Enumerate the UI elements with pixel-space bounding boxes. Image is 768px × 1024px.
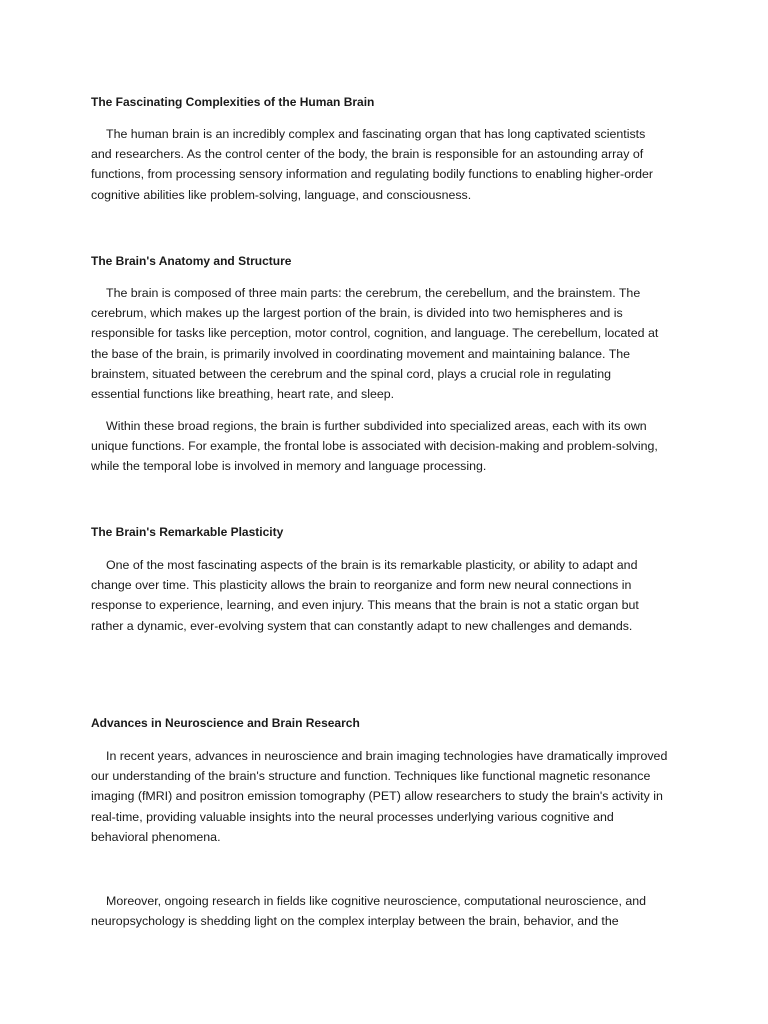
paragraph-line: In recent years, advances in neuroscience and brain imaging technologies have dramatically improved: [106, 749, 668, 763]
paragraph: [91, 891, 691, 931]
paragraph: [91, 124, 691, 205]
paragraph-line: functions, from processing sensory information and regulating bodily functions to enabling higher-order: [91, 167, 654, 182]
section-heading: Advances in Neuroscience and Brain Research: [91, 716, 360, 730]
section-heading: The Fascinating Complexities of the Human Brain: [91, 95, 375, 109]
paragraph: [91, 283, 691, 404]
paragraph-line: essential functions like breathing, heart rate, and sleep.: [91, 387, 395, 402]
paragraph-line: responsible for tasks like perception, motor control, cognition, and language. The cerebellum, located at: [91, 326, 659, 341]
paragraph-line: neuropsychology is shedding light on the complex interplay between the brain, behavior, and the: [91, 914, 619, 929]
paragraph: [91, 555, 691, 636]
section-heading: The Brain's Anatomy and Structure: [91, 254, 292, 268]
paragraph-line: imaging (fMRI) and positron emission tomography (PET) allow researchers to study the brain's activity in: [91, 789, 663, 804]
paragraph-line: cerebrum, which makes up the largest portion of the brain, is divided into two hemispheres and is: [91, 306, 623, 321]
paragraph-line: brainstem, situated between the cerebrum and the spinal cord, plays a crucial role in regulating: [91, 366, 612, 381]
paragraph-line: change over time. This plasticity allows the brain to reorganize and form new neural connections in: [91, 578, 632, 593]
paragraph-line: Within these broad regions, the brain is further subdivided into specialized areas, each with its own: [106, 419, 647, 433]
paragraph: [91, 746, 691, 847]
paragraph-line: rather a dynamic, ever-evolving system that can constantly adapt to new challenges and demands.: [91, 618, 633, 633]
paragraph-line: response to experience, learning, and even injury. This means that the brain is not a static organ but: [91, 598, 639, 613]
paragraph-line: our understanding of the brain's structure and function. Techniques like functional magnetic resonance: [91, 769, 651, 784]
paragraph-line: while the temporal lobe is involved in memory and language processing.: [91, 459, 487, 474]
paragraph-line: The human brain is an incredibly complex and fascinating organ that has long captivated scientists: [106, 127, 646, 141]
section-heading: The Brain's Remarkable Plasticity: [91, 525, 284, 539]
paragraph-line: the base of the brain, is primarily involved in coordinating movement and maintaining balance. The: [91, 346, 631, 361]
paragraph-line: Moreover, ongoing research in fields like cognitive neuroscience, computational neuroscience, and: [106, 894, 646, 908]
paragraph: [91, 416, 691, 477]
paragraph-line: and researchers. As the control center of the body, the brain is responsible for an astounding array of: [91, 147, 644, 162]
paragraph-line: behavioral phenomena.: [91, 829, 221, 844]
paragraph-line: unique functions. For example, the frontal lobe is associated with decision-making and problem-solving,: [91, 439, 658, 454]
paragraph-line: One of the most fascinating aspects of the brain is its remarkable plasticity, or ability to adapt and: [106, 558, 638, 572]
paragraph-line: The brain is composed of three main parts: the cerebrum, the cerebellum, and the brainstem. The: [106, 286, 641, 300]
paragraph-line: cognitive abilities like problem-solving, language, and consciousness.: [91, 187, 472, 202]
paragraph-line: real-time, providing valuable insights into the neural processes underlying various cognitive and: [91, 809, 614, 824]
